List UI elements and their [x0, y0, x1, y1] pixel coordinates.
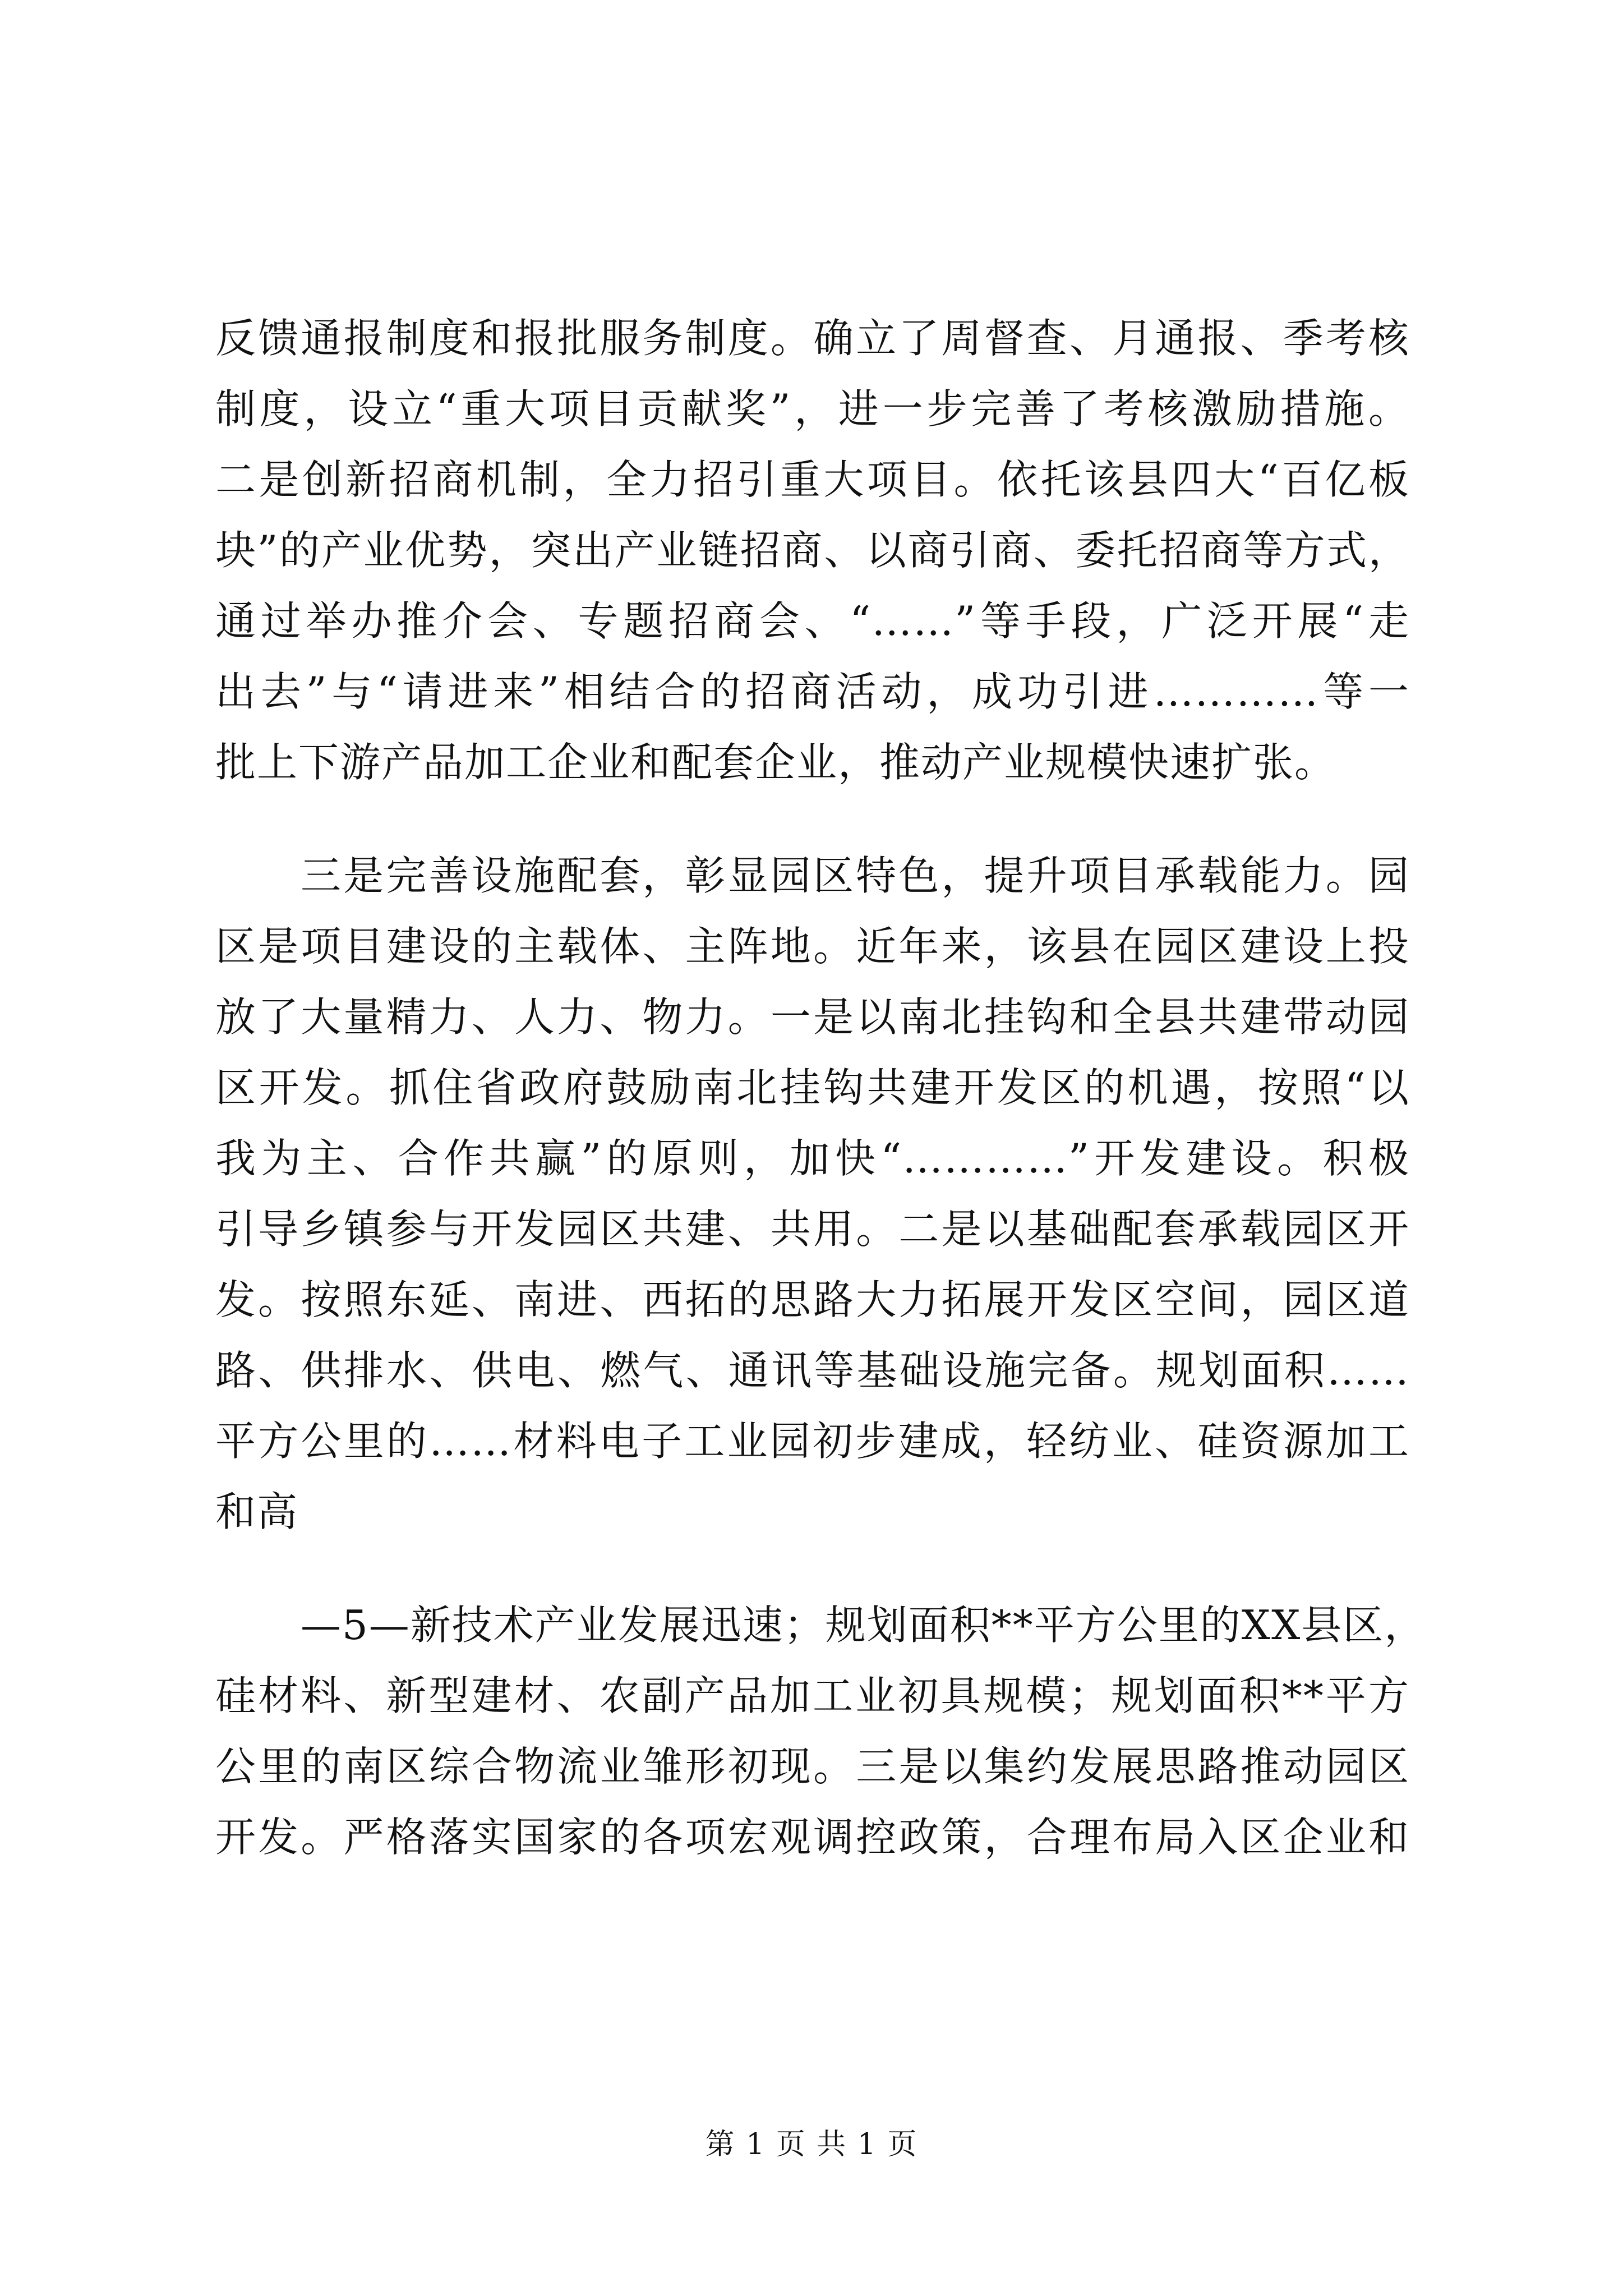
text-line: 公里的南区综合物流业雏形初现。三是以集约发展思路推动园区 — [215, 1743, 1410, 1790]
text-line: 和高 — [215, 1488, 299, 1535]
text-line: 我为主、合作共赢”的原则，加快“…………”开发建设。积极 — [215, 1135, 1410, 1182]
text-line: —5—新技术产业发展迅速；规划面积**平方公里的XX县区， — [301, 1602, 1426, 1649]
text-line: 路、供排水、供电、燃气、通讯等基础设施完备。规划面积…… — [215, 1347, 1410, 1394]
text-line: 三是完善设施配套，彰显园区特色，提升项目承载能力。园 — [301, 852, 1410, 899]
text-line: 放了大量精力、人力、物力。一是以南北挂钩和全县共建带动园 — [215, 993, 1410, 1041]
page-number-footer: 第 1 页 共 1 页 — [705, 2128, 918, 2161]
text-line: 硅材料、新型建材、农副产品加工业初具规模；规划面积**平方 — [215, 1672, 1410, 1719]
text-line: 出去”与“请进来”相结合的招商活动，成功引进…………等一 — [215, 668, 1410, 715]
text-line: 开发。严格落实国家的各项宏观调控政策，合理布局入区企业和 — [215, 1814, 1410, 1861]
text-line: 引导乡镇参与开发园区共建、共用。二是以基础配套承载园区开 — [215, 1205, 1410, 1253]
paragraph-gap — [215, 798, 1410, 840]
text-line: 块”的产业优势，突出产业链招商、以商引商、委托招商等方式， — [215, 527, 1410, 574]
text-line: 发。按照东延、南进、西拓的思路大力拓展开发区空间，园区道 — [215, 1276, 1410, 1323]
text-line: 制度，设立“重大项目贡献奖”，进一步完善了考核激励措施。 — [215, 385, 1410, 432]
text-line: 区开发。抓住省政府鼓励南北挂钩共建开发区的机遇，按照“以 — [215, 1064, 1410, 1111]
text-line: 平方公里的……材料电子工业园初步建成，轻纺业、硅资源加工 — [215, 1418, 1410, 1465]
text-line: 二是创新招商机制，全力招引重大项目。依托该县四大“百亿板 — [215, 456, 1410, 503]
paragraph-gap — [215, 1547, 1410, 1590]
text-line: 通过举办推介会、专题招商会、“……”等手段，广泛开展“走 — [215, 597, 1410, 645]
text-line: 批上下游产品加工企业和配套企业，推动产业规模快速扩张。 — [215, 739, 1336, 786]
document-body — [215, 303, 1426, 1872]
text-line: 区是项目建设的主载体、主阵地。近年来，该县在园区建设上投 — [215, 923, 1410, 970]
text-line: 反馈通报制度和报批服务制度。确立了周督查、月通报、季考核 — [215, 315, 1410, 362]
